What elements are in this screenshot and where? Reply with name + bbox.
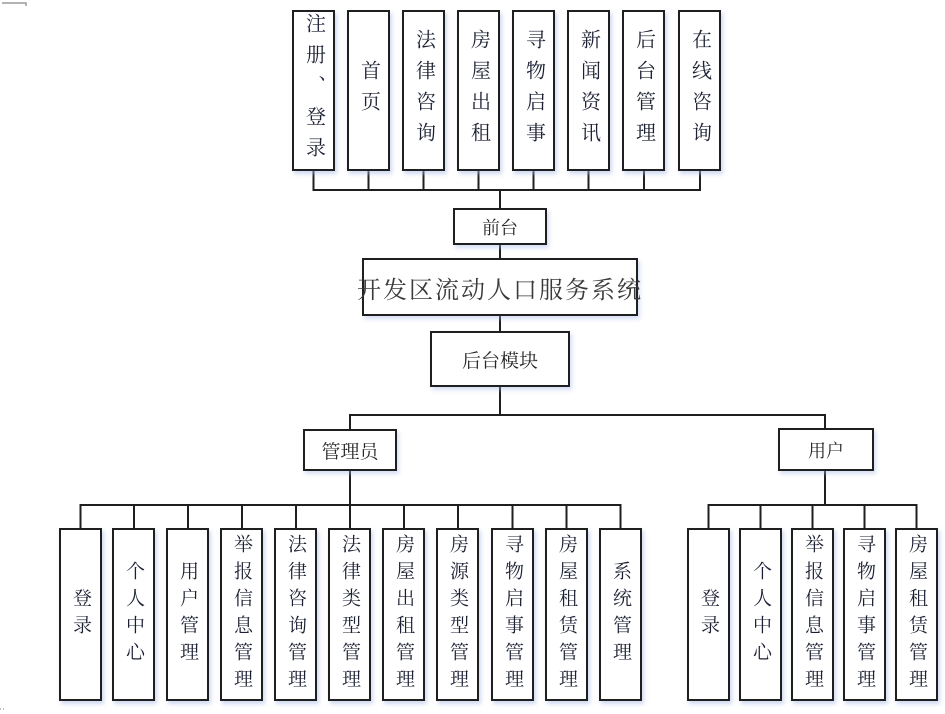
user-module-house-lease-manage xyxy=(895,528,938,701)
admin-module-user-manage xyxy=(166,528,209,701)
front-module-label: 新闻资讯 xyxy=(577,28,600,153)
front-module-label: 法律咨询 xyxy=(412,28,435,153)
admin-module-login xyxy=(59,528,102,701)
user-module-personal-center xyxy=(739,528,782,701)
front-module-backend-manage xyxy=(622,10,665,171)
admin-module-system-manage xyxy=(599,528,642,701)
front-module-home xyxy=(347,10,390,171)
admin-module-personal-center xyxy=(112,528,155,701)
user-module-login xyxy=(687,528,730,701)
admin-module-label: 登录 xyxy=(70,587,91,642)
admin-module-label: 举报信息管理 xyxy=(231,533,252,696)
system-root-node xyxy=(357,258,643,316)
front-hub-label: 前台 xyxy=(482,217,518,238)
admin-role-node xyxy=(303,429,397,471)
admin-module-house-lease-manage xyxy=(545,528,588,701)
admin-module-label: 系统管理 xyxy=(610,560,631,669)
admin-module-house-type-manage xyxy=(436,528,479,701)
front-module-news xyxy=(567,10,610,171)
front-module-house-rent xyxy=(457,10,500,171)
system-title: 开发区流动人口服务系统 xyxy=(357,277,643,304)
admin-module-report-info-manage xyxy=(220,528,263,701)
admin-module-label: 房屋出租管理 xyxy=(393,533,414,696)
user-module-label: 登录 xyxy=(698,587,719,642)
front-module-lost-found xyxy=(512,10,555,171)
admin-module-label: 法律类型管理 xyxy=(339,533,360,696)
front-module-legal-consult xyxy=(402,10,445,171)
admin-module-lost-found-manage xyxy=(491,528,534,701)
admin-module-label: 房屋租赁管理 xyxy=(556,533,577,696)
front-module-label: 首页 xyxy=(357,59,380,122)
admin-module-label: 个人中心 xyxy=(123,560,144,669)
admin-module-house-rent-manage xyxy=(382,528,425,701)
user-module-label: 寻物启事管理 xyxy=(854,533,875,696)
front-module-label: 后台管理 xyxy=(632,28,655,153)
front-module-label: 在线咨询 xyxy=(688,28,711,153)
front-module-label: 房屋出租 xyxy=(467,28,490,153)
front-hub-node xyxy=(453,208,547,245)
admin-module-label: 房源类型管理 xyxy=(447,533,468,696)
user-module-label: 举报信息管理 xyxy=(802,533,823,696)
admin-module-label: 寻物启事管理 xyxy=(502,533,523,696)
admin-role-label: 管理员 xyxy=(321,441,379,463)
admin-module-label: 用户管理 xyxy=(177,560,198,669)
front-module-label: 寻物启事 xyxy=(522,28,545,153)
user-module-label: 个人中心 xyxy=(750,560,771,669)
user-role-node xyxy=(778,428,874,471)
back-hub-node xyxy=(430,331,570,387)
admin-module-legal-consult-manage xyxy=(274,528,317,701)
front-module-online-consult xyxy=(678,10,721,171)
front-module-label: 注册、登录 xyxy=(302,13,325,168)
front-module-register-login xyxy=(292,10,335,171)
admin-module-label: 法律咨询管理 xyxy=(285,533,306,696)
page-corner-mark xyxy=(2,3,26,6)
user-module-label: 房屋租赁管理 xyxy=(906,533,927,696)
admin-module-legal-type-manage xyxy=(328,528,371,701)
user-module-report-info-manage xyxy=(791,528,834,701)
user-module-lost-found-manage xyxy=(843,528,886,701)
back-hub-label: 后台模块 xyxy=(461,350,538,372)
user-role-label: 用户 xyxy=(808,440,844,461)
